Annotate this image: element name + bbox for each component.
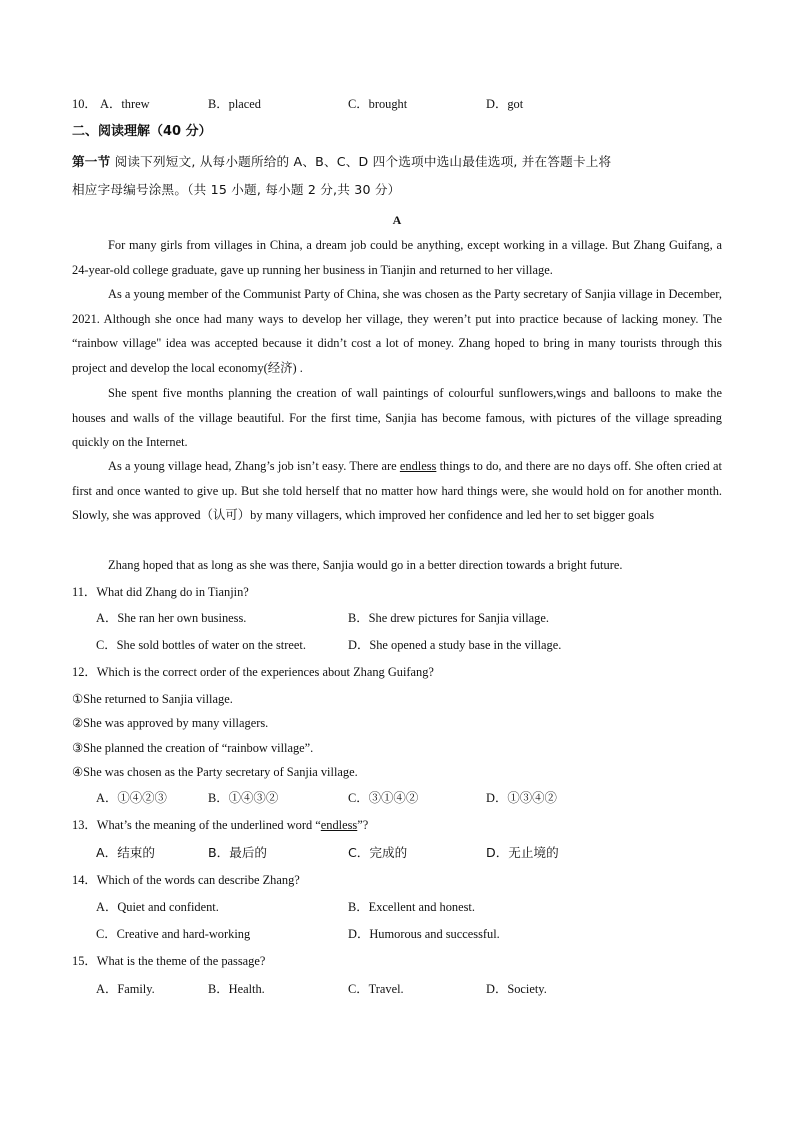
- q12-item-1: ①She returned to Sanjia village.: [72, 692, 233, 706]
- q13-stem: [72, 813, 368, 837]
- q11-option-c: C．She sold bottles of water on the street.: [96, 638, 306, 652]
- p4-text-after: things to do, and there are no days off. She often cried at first and once wanted to give up. But she told herself that no matter how hard things were, she would hold on for another month. Slowly, she was approved（认可）by many villagers, which improved her confidence and led her to set bigger goals: [72, 459, 722, 523]
- q13-option-c: C．完成的: [348, 845, 408, 860]
- passage-paragraph-2: As a young member of the Communist Party of China, she was chosen as the Party secretary of Sanjia village in December, 2021. Although she once had many ways to develop her village, they weren’t put into practice because of lacking money. The “rainbow village" idea was accepted because it didn’t cost a lot of money. Zhang hoped to bring in many tourists through this project and develop the local economy(经济) .: [72, 287, 722, 375]
- q10-option-d: D．got: [486, 97, 524, 111]
- passage-paragraph-5: Zhang hoped that as long as she was there, Sanjia would go in a better direction towards a bright future.: [108, 558, 623, 572]
- q15-option-b: B．Health.: [208, 982, 265, 996]
- q14-option-a: A．Quiet and confident.: [96, 900, 219, 914]
- q12-option-b: B．①④③②: [208, 791, 279, 805]
- instruction-text-1: 阅读下列短文, 从每小题所给的 A、B、C、D 四个选项中选山最佳选项, 并在答题卡上将: [110, 154, 612, 169]
- instruction-line-1: [72, 150, 611, 174]
- p4-text-before: As a young village head, Zhang’s job isn’t easy. There are: [108, 459, 400, 473]
- q14-option-c: C．Creative and hard-working: [96, 927, 251, 941]
- q11-stem: 11．What did Zhang do in Tianjin?: [72, 585, 249, 599]
- underlined-word-endless: endless: [399, 459, 437, 473]
- q11-option-d: D．She opened a study base in the village.: [348, 638, 562, 652]
- q13-underlined-word: endless: [320, 818, 358, 832]
- q14-option-d: D．Humorous and successful.: [348, 927, 500, 941]
- part-label: 第一节: [72, 154, 111, 169]
- q13-option-d: D．无止境的: [486, 845, 559, 860]
- q14-option-b: B．Excellent and honest.: [348, 900, 475, 914]
- q12-item-4: ④She was chosen as the Party secretary of Sanjia village.: [72, 765, 358, 779]
- q15-option-c: C．Travel.: [348, 982, 404, 996]
- passage-title: A: [392, 213, 402, 227]
- q11-option-a: A．She ran her own business.: [96, 611, 247, 625]
- q13-stem-before: 13．What’s the meaning of the underlined word “: [72, 818, 321, 832]
- q13-option-b: B．最后的: [208, 845, 268, 860]
- q12-option-a: A．①④②③: [96, 791, 167, 805]
- section-heading: 二、阅读理解（40 分）: [72, 124, 212, 139]
- q15-option-a: A．Family.: [96, 982, 155, 996]
- q12-stem: 12．Which is the correct order of the experiences about Zhang Guifang?: [72, 665, 434, 679]
- q10-label: 10．: [72, 97, 97, 111]
- q10-option-b: B．placed: [208, 97, 261, 111]
- q14-stem: 14．Which of the words can describe Zhang?: [72, 873, 300, 887]
- q12-option-d: D．①③④②: [486, 791, 557, 805]
- passage-paragraph-3: She spent five months planning the creation of wall paintings of colourful sunflowers,wings and balloons to make the houses and walls of the village beautiful. For the first time, Sanjia has become famous, with pictures of the village spreading quickly on the Internet.: [72, 386, 722, 450]
- q15-option-d: D．Society.: [486, 982, 547, 996]
- q10-row: [72, 92, 97, 116]
- instruction-line-2: 相应字母编号涂黑。（共 15 小题, 每小题 2 分,共 30 分）: [72, 182, 401, 197]
- q13-option-a: A．结束的: [96, 845, 155, 860]
- passage-paragraph-4: [72, 454, 722, 528]
- q15-stem: 15．What is the theme of the passage?: [72, 954, 266, 968]
- q12-item-2: ②She was approved by many villagers.: [72, 716, 269, 730]
- q12-option-c: C．③①④②: [348, 791, 419, 805]
- q10-option-a: A．threw: [100, 97, 150, 111]
- q10-option-c: C．brought: [348, 97, 408, 111]
- q11-option-b: B．She drew pictures for Sanjia village.: [348, 611, 549, 625]
- q12-item-3: ③She planned the creation of “rainbow village”.: [72, 741, 314, 755]
- passage-paragraph-1: For many girls from villages in China, a dream job could be anything, except working in a village. But Zhang Guifang, a 24-year-old college graduate, gave up running her business in Tianjin and returned to her village.: [72, 238, 722, 277]
- q13-stem-after: ”?: [357, 818, 369, 832]
